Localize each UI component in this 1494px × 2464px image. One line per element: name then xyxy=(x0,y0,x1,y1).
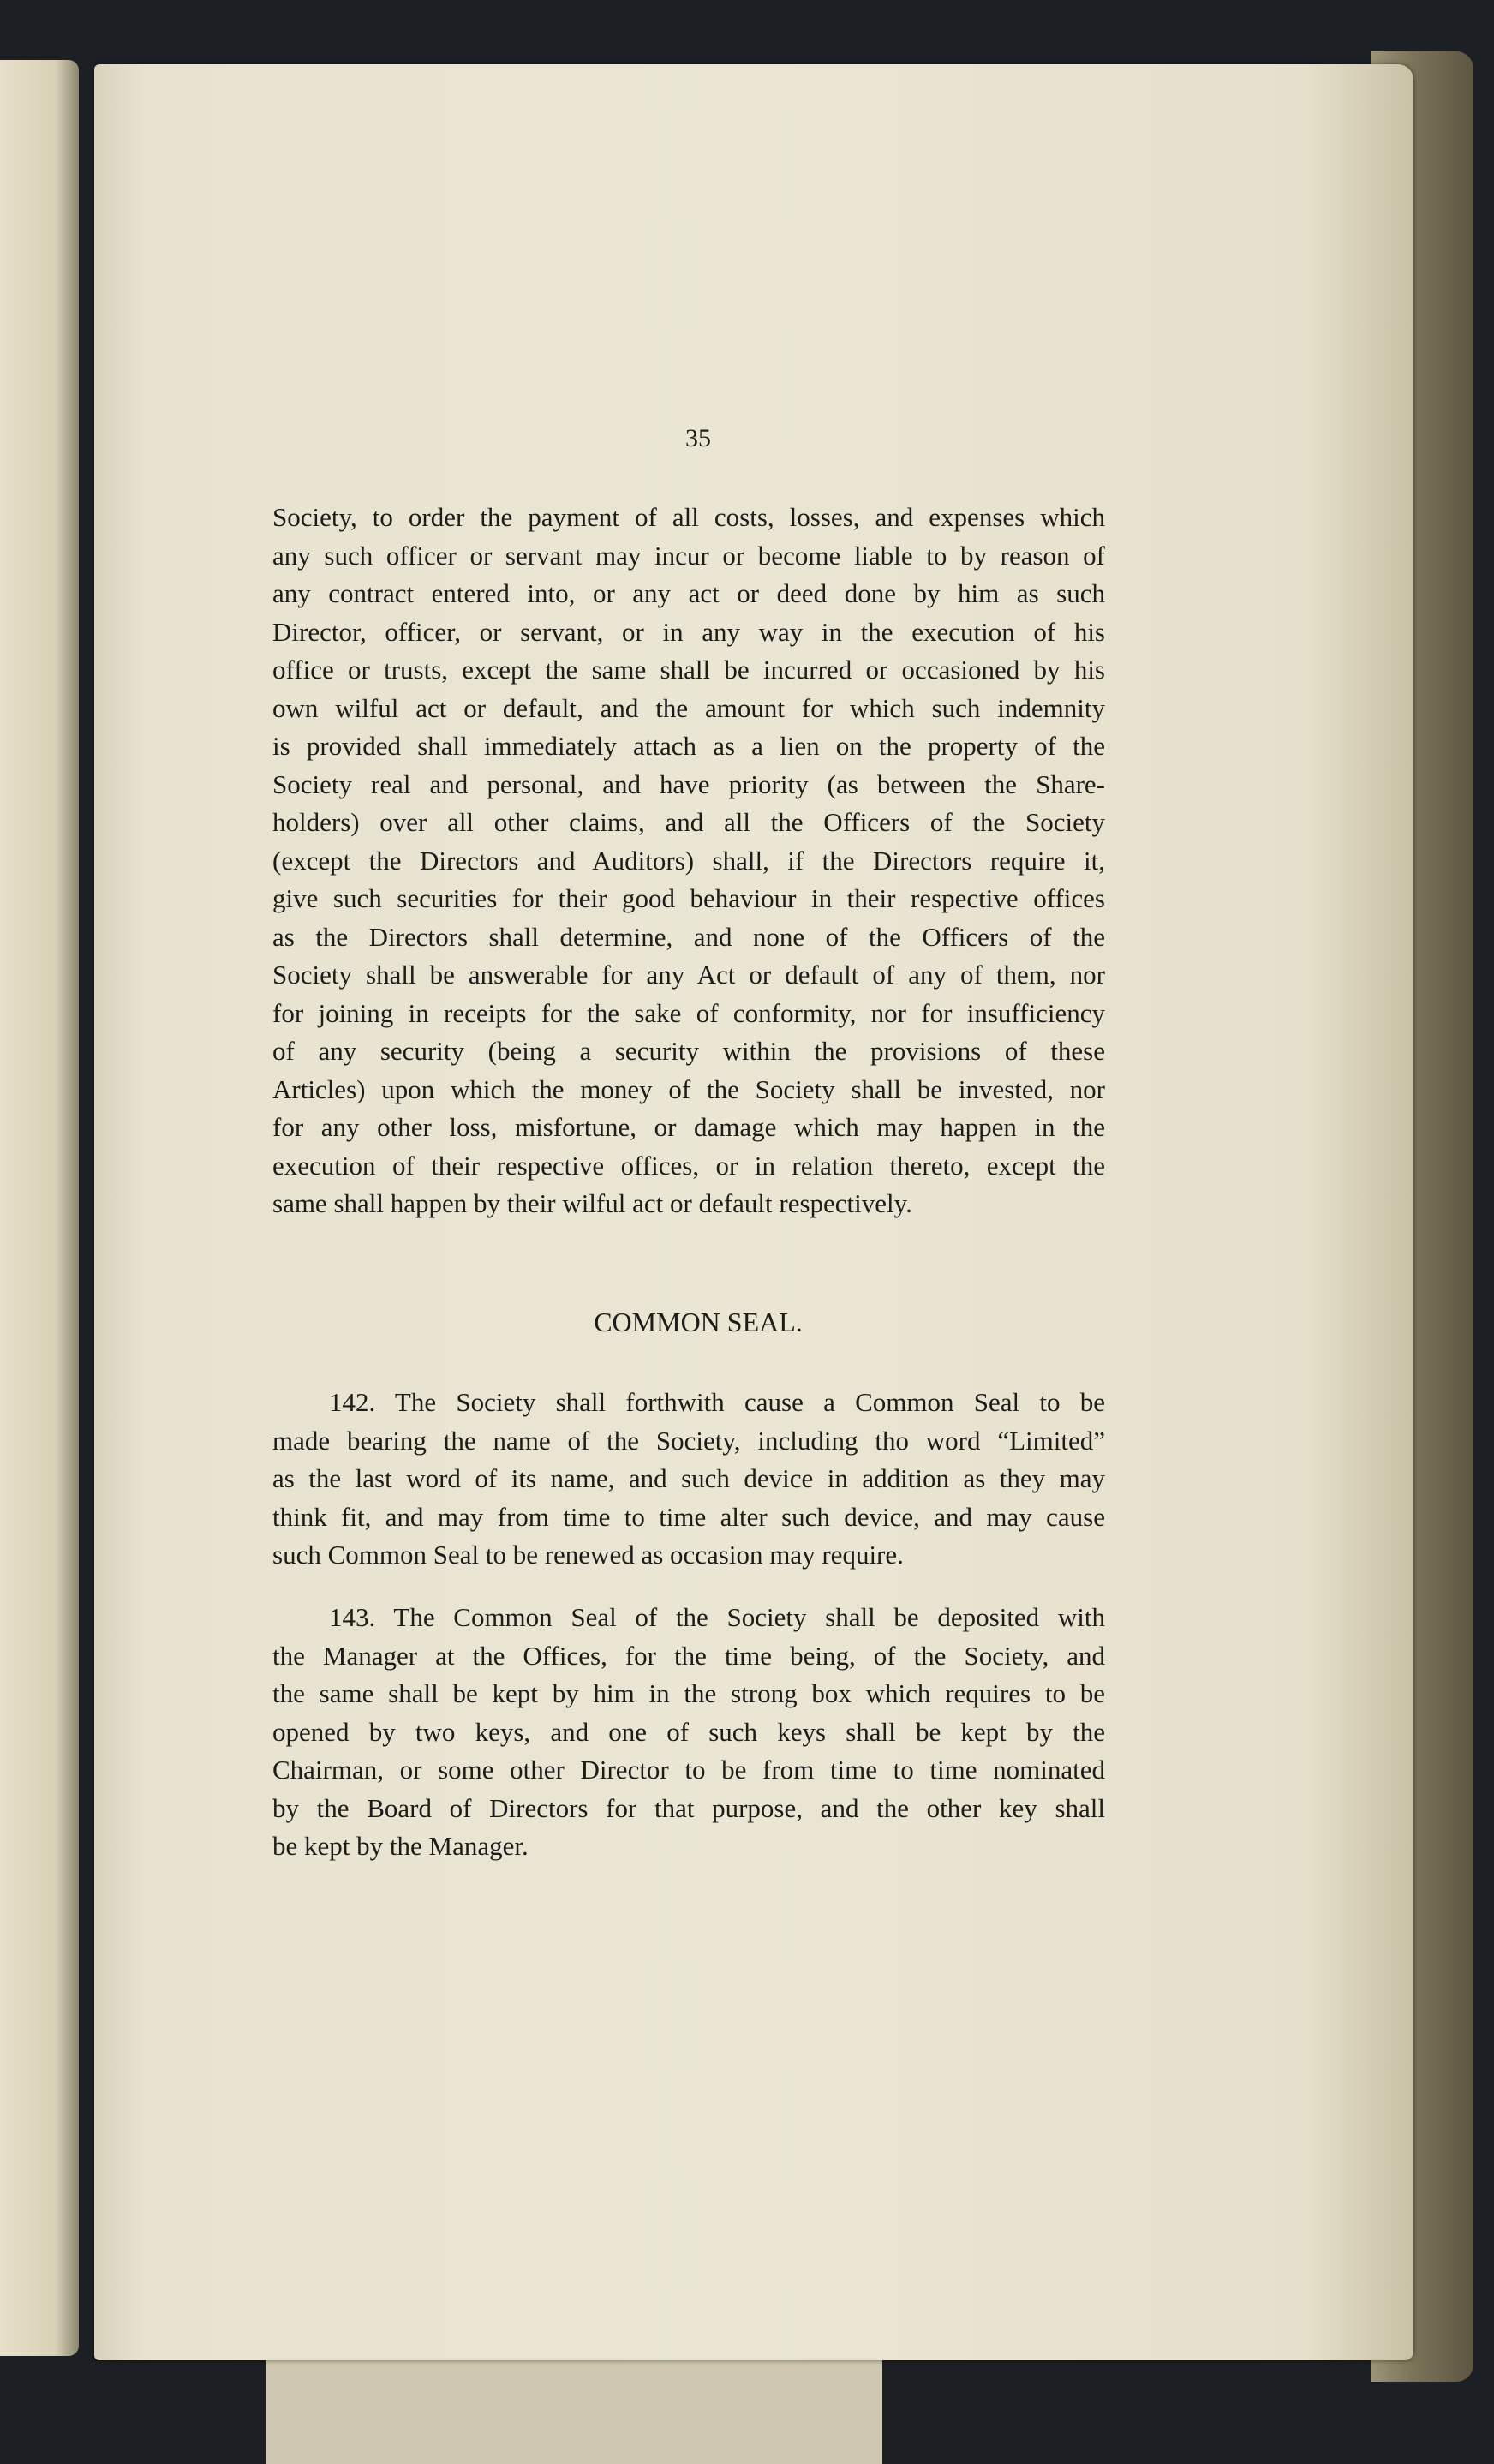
text-line: office or trusts, except the same shall be incurred or occasioned by his xyxy=(272,655,1105,685)
text-line: for joining in receipts for the sake of conformity, nor for insufficiency xyxy=(272,997,1105,1028)
text-line: Society real and personal, and have priority (as between the Share- xyxy=(272,769,1105,799)
text-line: for any other loss, misfortune, or damage which may happen in the xyxy=(272,1112,1105,1142)
text-line: (except the Directors and Auditors) shall, if the Directors require it, xyxy=(272,845,1105,876)
text-line: of any security (being a security within the provisions of these xyxy=(272,1036,1105,1066)
text-line: same shall happen by their wilful act or default respectively. xyxy=(272,1188,912,1218)
facing-page-edge xyxy=(0,60,79,2356)
text-line: as the last word of its name, and such device in addition as they may xyxy=(272,1463,1105,1493)
text-line: opened by two keys, and one of such keys shall be kept by the xyxy=(272,1716,1105,1747)
text-line: is provided shall immediately attach as a lien on the property of the xyxy=(272,731,1105,761)
text-line: Director, officer, or servant, or in any way in the execution of his xyxy=(272,616,1105,647)
text-line: Society shall be answerable for any Act or default of any of them, nor xyxy=(272,960,1105,990)
text-line: holders) over all other claims, and all the Officers of the Society xyxy=(272,807,1105,837)
text-line: Society, to order the payment of all costs, losses, and expenses which xyxy=(272,502,1105,532)
text-line: 143. The Common Seal of the Society shall be deposited with xyxy=(329,1602,1105,1632)
text-line: made bearing the name of the Society, including tho word “Limited” xyxy=(272,1425,1105,1456)
text-line: give such securities for their good behaviour in their respective offices xyxy=(272,883,1105,913)
text-line: be kept by the Manager. xyxy=(272,1831,529,1861)
text-line: Chairman, or some other Director to be from time to time nominated xyxy=(272,1755,1105,1785)
section-heading: COMMON SEAL. xyxy=(594,1307,803,1337)
page-number: 35 xyxy=(685,424,711,452)
article-143 xyxy=(272,1599,1105,1866)
text-line: any such officer or servant may incur or become liable to by reason of xyxy=(272,540,1105,571)
text-line: own wilful act or default, and the amount for which such indemnity xyxy=(272,692,1105,723)
text-line: think fit, and may from time to time alter such device, and may cause xyxy=(272,1501,1105,1532)
text-line: by the Board of Directors for that purpose, and the other key shall xyxy=(272,1792,1105,1823)
text-line: such Common Seal to be renewed as occasion may require. xyxy=(272,1540,904,1570)
text-line: the Manager at the Offices, for the time being, of the Society, and xyxy=(272,1640,1105,1671)
text-line: 142. The Society shall forthwith cause a Common Seal to be xyxy=(329,1387,1105,1417)
article-142 xyxy=(272,1384,1105,1575)
text-line: any contract entered into, or any act or deed done by him as such xyxy=(272,578,1105,608)
text-line: execution of their respective offices, or in relation thereto, except the xyxy=(272,1150,1105,1181)
text-line: Articles) upon which the money of the Society shall be invested, nor xyxy=(272,1074,1105,1104)
text-line: as the Directors shall determine, and none of the Officers of the xyxy=(272,921,1105,952)
text-line: the same shall be kept by him in the strong box which requires to be xyxy=(272,1678,1105,1708)
continuation-paragraph xyxy=(272,499,1105,1223)
